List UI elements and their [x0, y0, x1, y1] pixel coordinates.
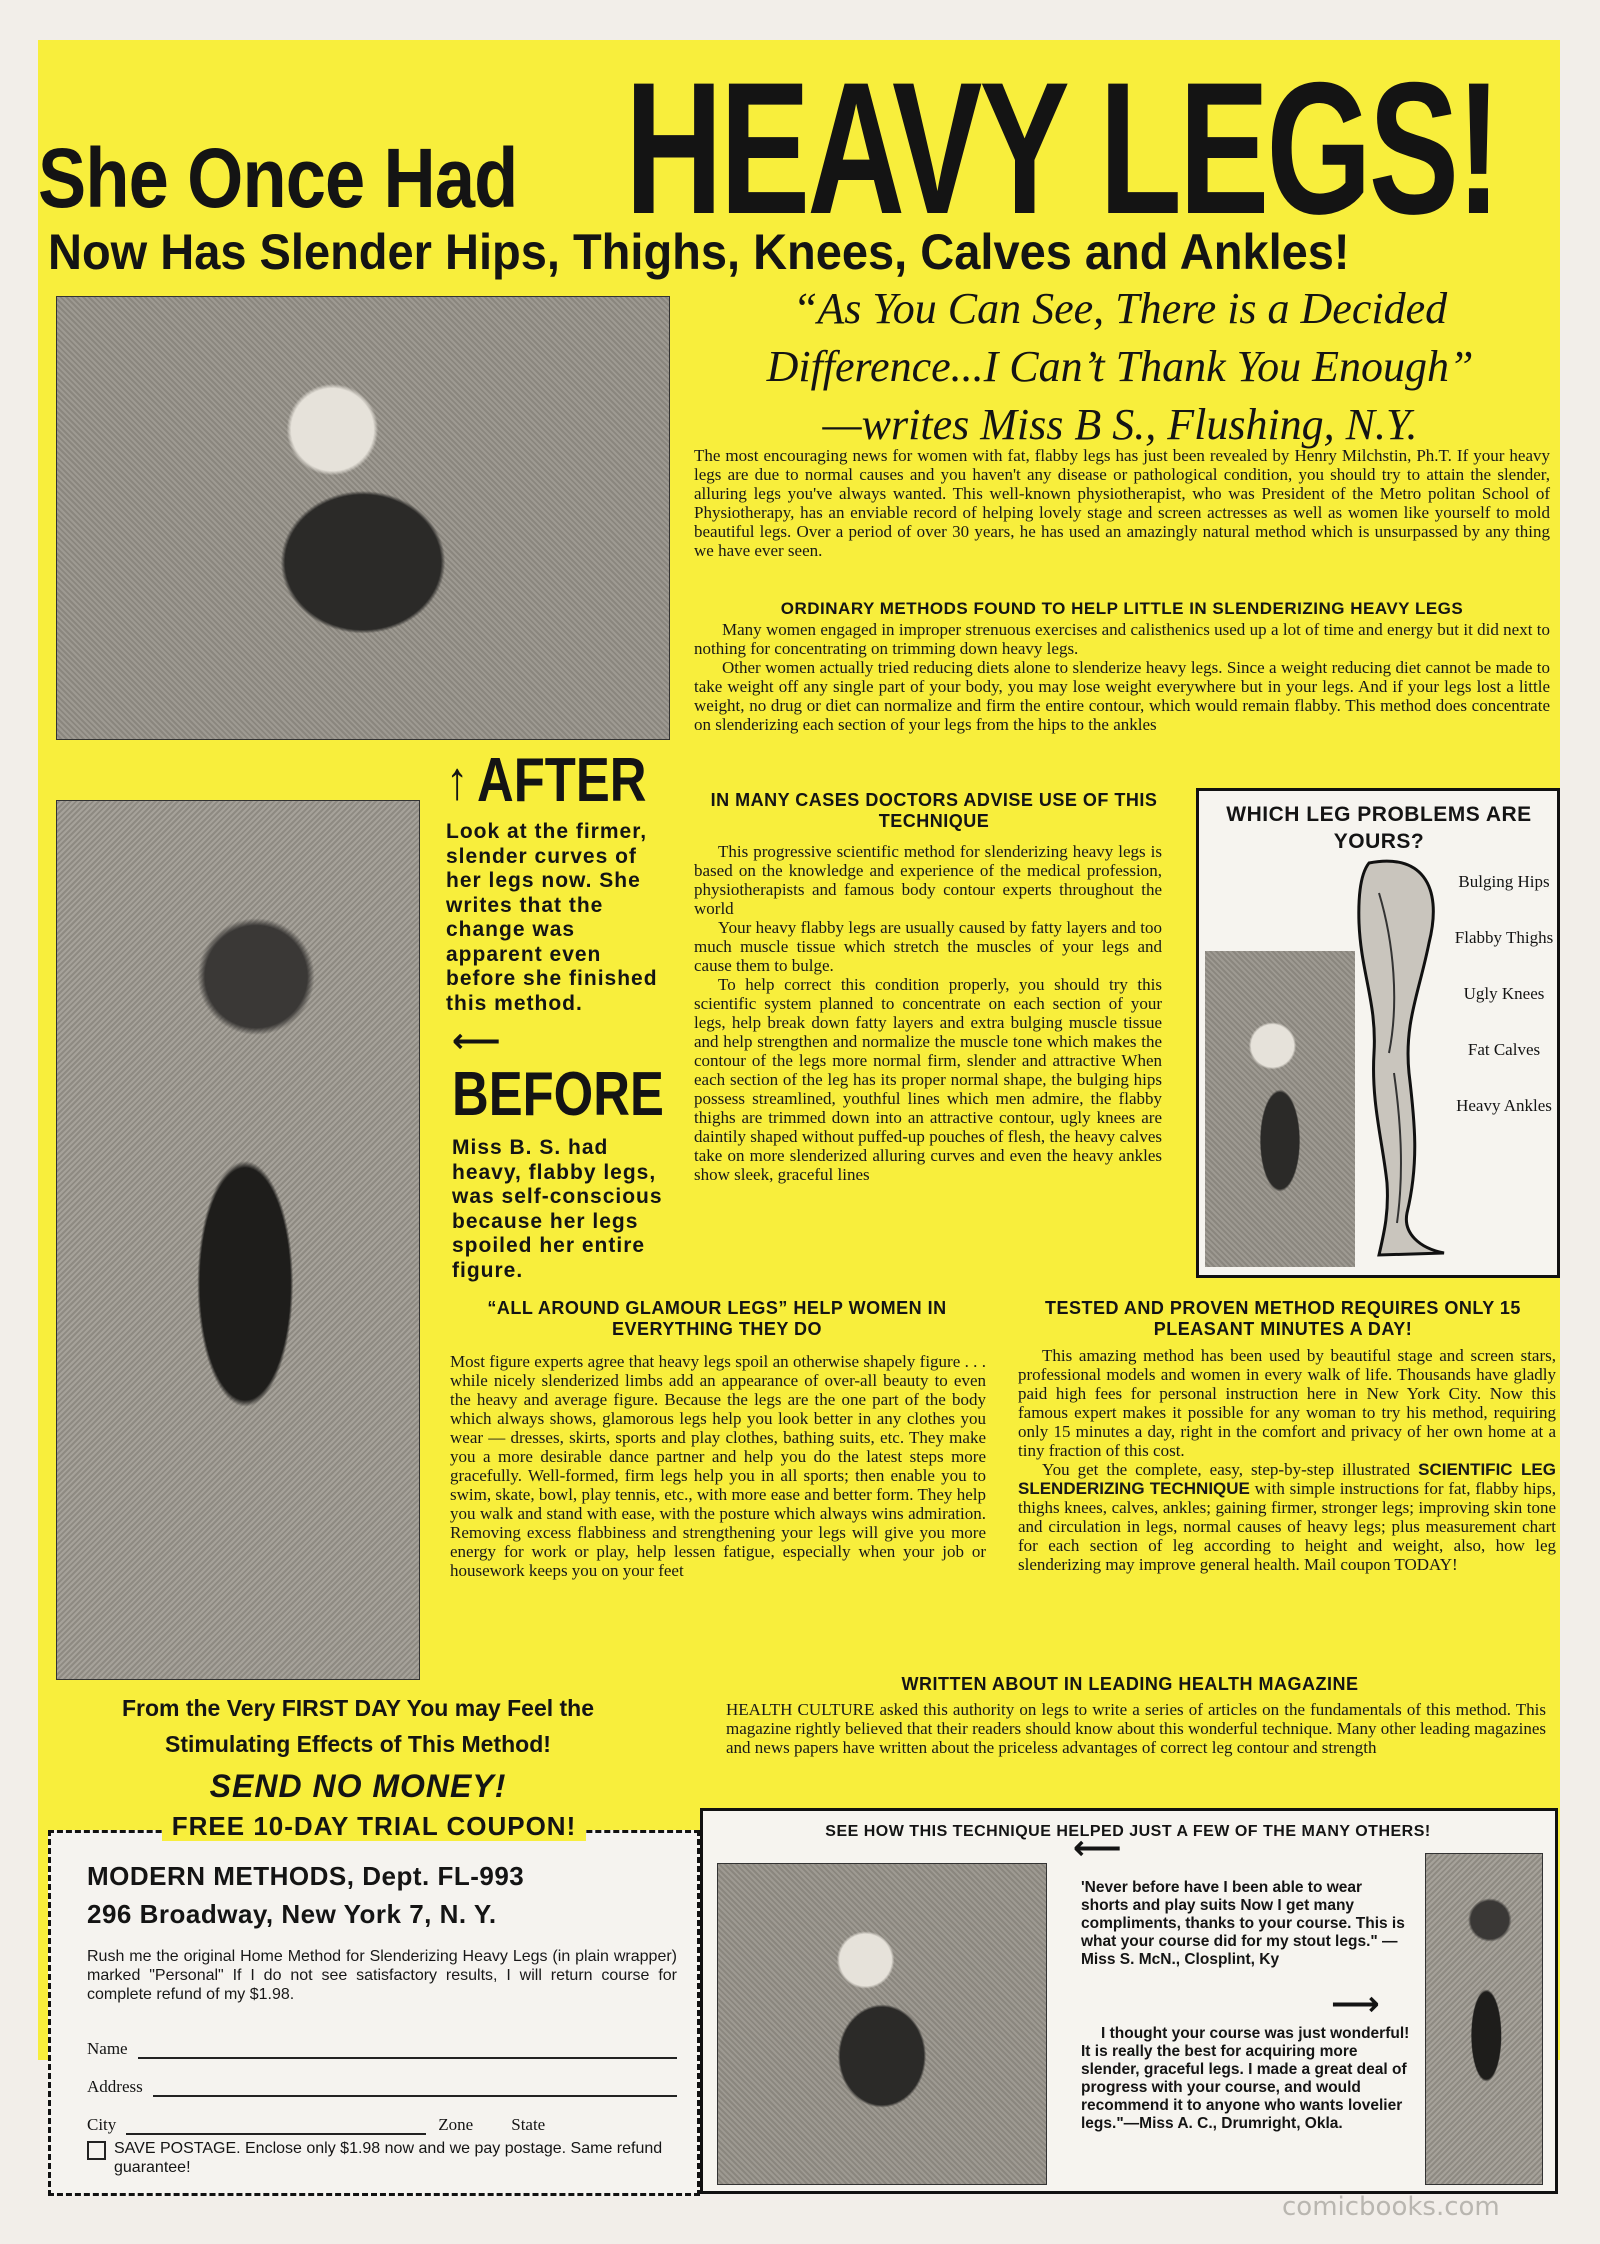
coupon-title-wrap	[51, 1811, 697, 1842]
coupon-address: 296 Broadway, New York 7, N. Y.	[87, 1899, 497, 1929]
state-label: State	[511, 2115, 546, 2134]
leg-problem-item: Ugly Knees	[1463, 984, 1545, 1003]
doctors-title: IN MANY CASES DOCTORS ADVISE USE OF THIS TECHNIQUE	[710, 790, 1158, 831]
leg-problems-box	[1196, 788, 1560, 1278]
glamour-text: Most figure experts agree that heavy legs spoil an otherwise shapely figure . . . while nicely slenderized limbs add an appearance of over-all beauty to even the heavy and average figure. Because the legs are the one part of the body which always shows, glamorous legs help you look better in any clothes you wear — dresses, skirts, sports and play clothes, bathing suits, etc. They make you a more desirable dance partner and help you do the latest steps more gracefully. Well-formed, firm legs help you in all sports; then enable you to swim, skate, bowl, play tennis, etc., with more ease and better form. They help you walk and stand with ease, with the posture which always wins admiration. Removing excess flabbiness and strengthening your legs will give you more energy for work or play, help lessen fatigue, especially when your job or housework keeps you on your feet	[450, 1352, 986, 1580]
testimonial-1: 'Never before have I been able to wear shorts and play suits Now I get many compliments, thanks to your course. This is what your course did for my stout legs." —Miss S. McN., Closplint, Ky	[1081, 1879, 1405, 1968]
headline-big: HEAVY LEGS!	[625, 43, 1499, 253]
leg-problem-item: Fat Calves	[1467, 1040, 1541, 1059]
send-no-money: SEND NO MONEY!	[209, 1768, 507, 1804]
after-text: Look at the firmer, slender curves of her legs now. She writes that the change was apparent even before she finished this method.	[446, 820, 658, 1015]
name-label: Name	[87, 2039, 128, 2058]
first-day-line-2: Stimulating Effects of This Method!	[165, 1731, 551, 1757]
leg-problem-item: Bulging Hips	[1458, 872, 1550, 891]
save-postage-row	[87, 2139, 677, 2177]
before-title: BEFORE	[452, 1060, 664, 1129]
others-box	[700, 1808, 1558, 2194]
doctors-p3: To help correct this condition properly, you should try this scientific system planned to concentrate on each section of your legs, help break down fatty layers and extra bulging muscle tissue and help strengthen and normalize the muscle tone which makes the contour of the legs more normal firm, slender and attractive When each section of the leg has its proper normal shape, the bulging hips possess streamlined, youthful lines which men admire, the flabby thighs are trimmed down into an attractive contour, ugly knees are daintily shaped without puffed-up pouches of flesh, the heavy calves take on more slenderized alluring curves and even the heavy ankles show sleek, graceful lines	[694, 975, 1162, 1184]
headline-small: She Once Had	[38, 131, 518, 225]
after-title: AFTER	[477, 746, 647, 815]
arrow-up-icon: ↑	[446, 751, 469, 811]
name-row	[87, 2039, 677, 2059]
address-label: Address	[87, 2077, 143, 2096]
save-postage-checkbox[interactable]	[87, 2141, 106, 2160]
leg-problem-item: Heavy Ankles	[1456, 1096, 1552, 1115]
zone-label: Zone	[438, 2115, 474, 2134]
ordinary-p2: Other women actually tried reducing diets alone to slenderize heavy legs. Since a weight reducing diet cannot be made to take weight off any single part of your body, you may lose weight everywhere but in your legs. And if your legs lost a little weight, no drug or diet can normalize and firm the entire contour, which would remain flabby. This method does concentrate on slenderizing each section of your legs from the hips to the ankles	[694, 658, 1550, 734]
others-title: SEE HOW THIS TECHNIQUE HELPED JUST A FEW OF THE MANY OTHERS!	[825, 1823, 1431, 1840]
ordinary-methods-text	[694, 620, 1550, 734]
glamour-title: “ALL AROUND GLAMOUR LEGS” HELP WOMEN IN EVERYTHING THEY DO	[487, 1298, 947, 1339]
after-photo	[56, 296, 670, 740]
city-row	[87, 2115, 677, 2135]
quote-line-1: “As You Can See, There is a Decided	[792, 284, 1448, 333]
doctors-p2: Your heavy flabby legs are usually caused by fatty layers and too much muscle tissue which stretch the muscles of your legs and cause them to bulge.	[694, 918, 1162, 975]
tested-p2-rest: with simple instructions for fat, flabby hips, thighs knees, calves, ankles; gaining firmer, stronger legs; improving skin tone and circulation in legs, normal causes of heavy legs; plus measurement chart for each section of leg according to height and weight, also, how leg slenderizing may improve general health. Mail coupon TODAY!	[1018, 1479, 1557, 1574]
after-caption	[446, 746, 676, 1016]
coupon-title: FREE 10-DAY TRIAL COUPON!	[162, 1811, 586, 1841]
doctors-p1: This progressive scientific method for slenderizing heavy legs is based on the knowledge and experience of the medical profession, physiotherapists and famous body contour experts throughout the world	[694, 842, 1162, 918]
health-title: WRITTEN ABOUT IN LEADING HEALTH MAGAZINE	[901, 1674, 1359, 1694]
tested-p2-lead: You get the complete, easy, step-by-step illustrated	[1042, 1460, 1411, 1479]
before-text: Miss B. S. had heavy, flabby legs, was self-conscious because her legs spoiled her entire figure.	[452, 1136, 663, 1282]
arrow-right-icon: ⟶	[1331, 1985, 1380, 2023]
tested-text	[1018, 1346, 1556, 1574]
save-postage-text: SAVE POSTAGE. Enclose only $1.98 now and we pay postage. Same refund guarantee!	[114, 2140, 663, 2176]
coupon-company: MODERN METHODS, Dept. FL-993	[87, 1861, 525, 1891]
ordinary-methods-title: ORDINARY METHODS FOUND TO HELP LITTLE IN SLENDERIZING HEAVY LEGS	[780, 599, 1464, 618]
arrow-left-icon: ⟵	[452, 1022, 501, 1060]
quote-line-3: —writes Miss B S., Flushing, N.Y.	[822, 400, 1418, 449]
arrow-left-icon: ⟵	[1073, 1829, 1122, 1867]
reclining-woman-photo	[717, 1863, 1047, 2185]
tested-technique-name: SCIENTIFIC LEG SLENDERIZING TECHNIQUE	[1018, 1460, 1556, 1498]
city-field[interactable]	[126, 2115, 426, 2135]
name-field[interactable]	[138, 2039, 677, 2059]
leg-illustration-icon	[1349, 853, 1459, 1263]
first-day-line-1: From the Very FIRST DAY You may Feel the	[121, 1695, 595, 1721]
standing-woman-photo	[1425, 1853, 1543, 2185]
expert-portrait	[1205, 951, 1355, 1267]
tested-p1: This amazing method has been used by beautiful stage and screen stars, professional models and women in every walk of life. Thousands have gladly paid high fees for personal instruction here in New York City. Now this famous expert makes it possible for any woman to try his method, requiring only 15 minutes a day, right in the comfort and privacy of her own home at a tiny fraction of this cost.	[1018, 1346, 1556, 1460]
address-field[interactable]	[153, 2077, 677, 2097]
first-day-block	[48, 1690, 668, 1810]
leg-problems-title: WHICH LEG PROBLEMS ARE YOURS?	[1226, 803, 1532, 853]
address-row	[87, 2077, 677, 2097]
tested-title: TESTED AND PROVEN METHOD REQUIRES ONLY 15 PLEASANT MINUTES A DAY!	[1045, 1298, 1521, 1339]
quote-line-2: Difference...I Can’t Thank You Enough”	[766, 342, 1474, 391]
testimonial-quote	[680, 280, 1560, 454]
subheadline: Now Has Slender Hips, Thighs, Knees, Calves and Ankles!	[48, 224, 1350, 280]
ordinary-p1: Many women engaged in improper strenuous exercises and calisthenics used up a lot of time and energy but it did next to nothing for concentrating on trimming down heavy legs.	[694, 620, 1550, 658]
watermark: comicbooks.com	[1282, 2192, 1500, 2222]
intro-paragraph: The most encouraging news for women with fat, flabby legs has just been revealed by Henry Milchstin, Ph.T. If your heavy legs are due to normal causes and you haven't any disease or pathological condition, you should try to attain the slender, alluring legs you've always wanted. This well-known physiotherapist, who was President of the Metro politan School of Physiotherapy, has an enviable record of helping lovely stage and screen actresses as well as women like yourself to mold beautiful legs. Over a period of over 30 years, he has used an amazingly natural method which is unsurpassed by any thing we have ever seen.	[694, 446, 1550, 560]
leg-problems-list	[1454, 871, 1554, 1117]
health-text: HEALTH CULTURE asked this authority on legs to write a series of articles on the fundamentals of this method. This magazine rightly believed that their readers should know about this wonderful technique. Many other leading magazines and news papers have written about the priceless advantages of correct leg contour and strength	[726, 1700, 1546, 1757]
leg-problem-item: Flabby Thighs	[1454, 928, 1554, 947]
coupon-body: Rush me the original Home Method for Slenderizing Heavy Legs (in plain wrapper) marked "Personal" If I do not see satisfactory results, I will return course for complete refund of my $1.98.	[87, 1948, 677, 2003]
tested-p2	[1018, 1460, 1556, 1574]
doctors-text	[694, 842, 1162, 1184]
trial-coupon	[48, 1811, 700, 2196]
before-photo	[56, 800, 420, 1680]
before-caption	[452, 1024, 682, 1283]
city-label: City	[87, 2115, 117, 2134]
testimonial-2: I thought your course was just wonderful! It is really the best for acquiring more slender, graceful legs. I made a great deal of progress with your course, and would recommend it to anyone who wants lovelier legs."—Miss A. C., Drumright, Okla.	[1081, 2025, 1410, 2132]
